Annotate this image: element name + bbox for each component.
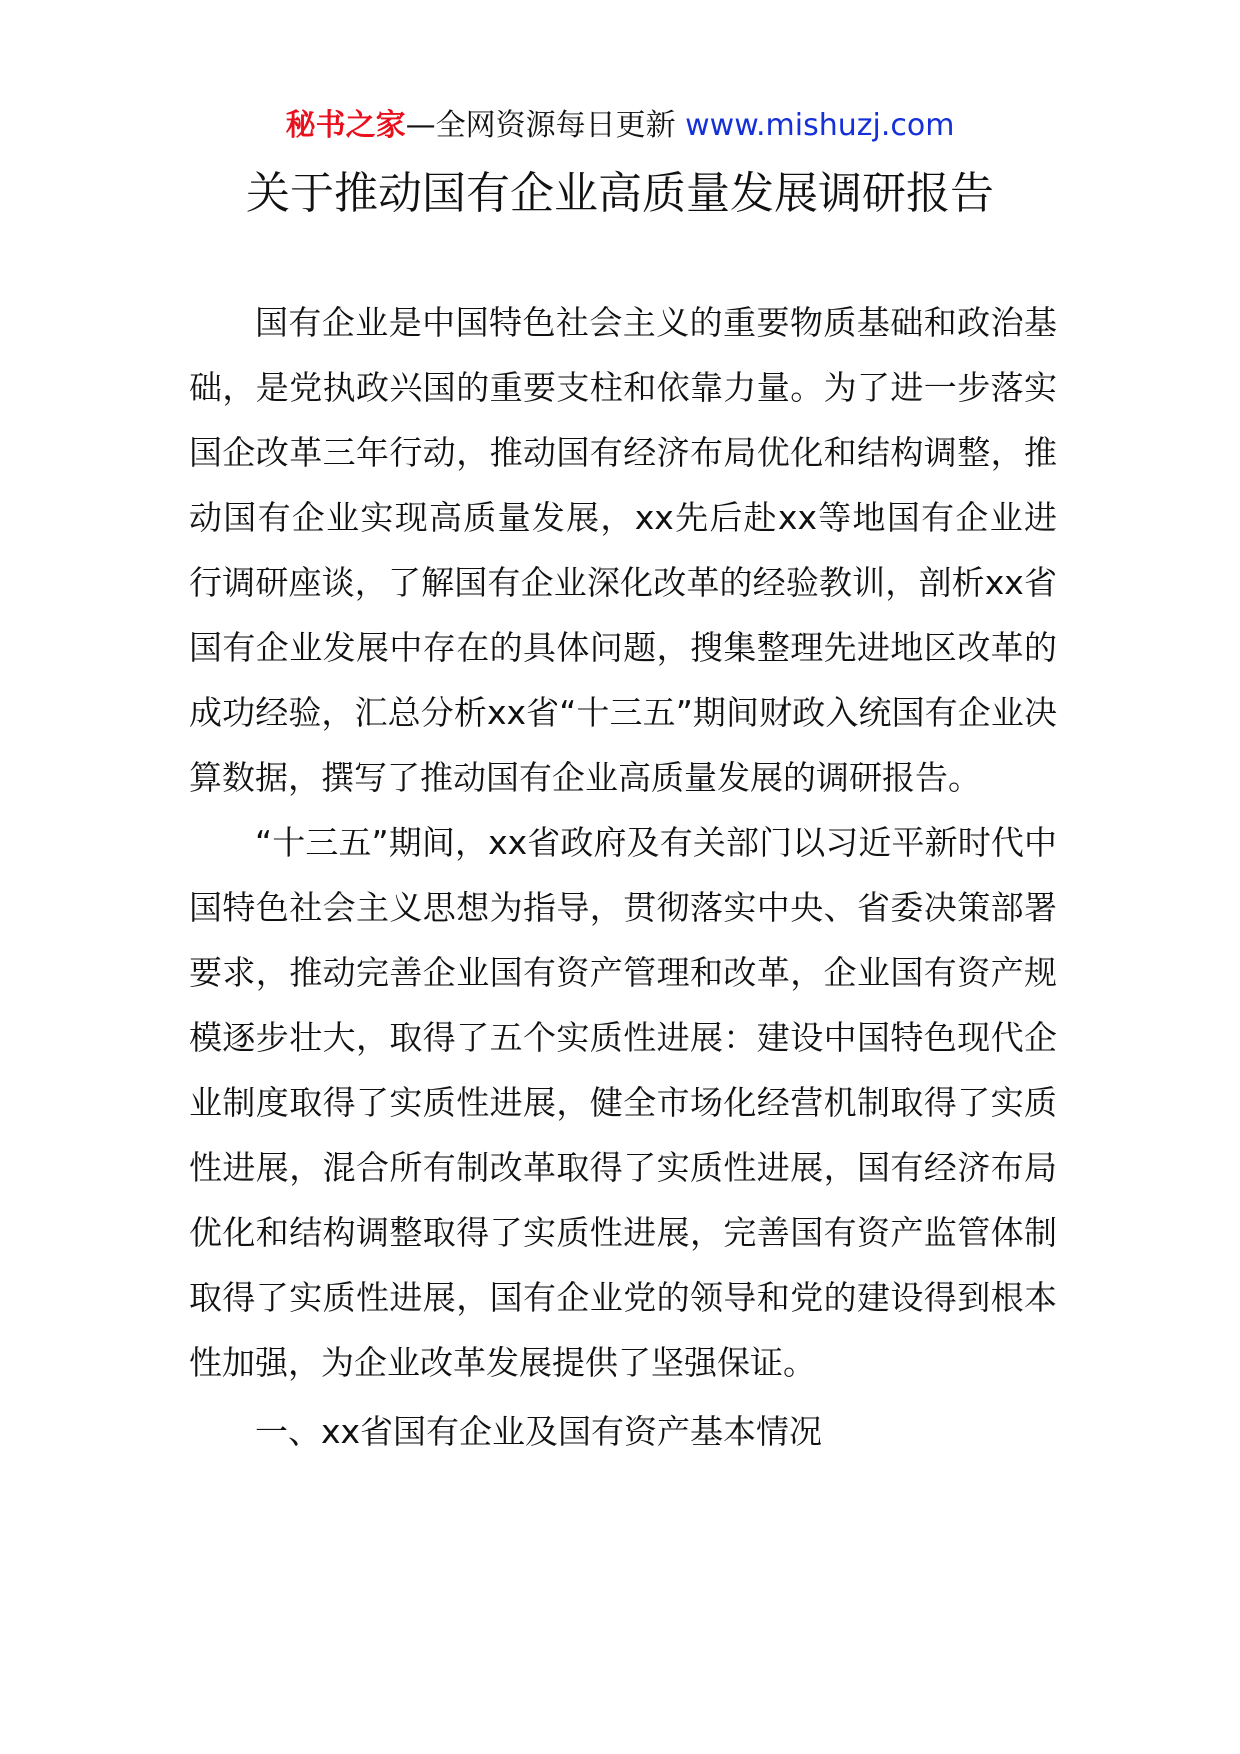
- document-title: 关于推动国有企业高质量发展调研报告: [246, 168, 994, 219]
- site-header: [0, 104, 1240, 148]
- paragraph-intro: 国有企业是中国特色社会主义的重要物质基础和政治基础，是党执政兴国的重要支柱和依靠力量。为了进一步落实国企改革三年行动，推动国有经济布局优化和结构调整，推动国有企业实现高质量发展，xx先后赴xx等地国有企业进行调研座谈，了解国有企业深化改革的经验教训，剖析xx省国有企业发展中存在的具体问题，搜集整理先进地区改革的成功经验，汇总分析xx省“十三五”期间财政入统国有企业决算数据，撰写了推动国有企业高质量发展的调研报告。: [189, 303, 1057, 797]
- site-url-link[interactable]: www.mishuzj.com: [685, 108, 955, 143]
- document-body: [189, 290, 1057, 1464]
- section-heading: 一、xx省国有企业及国有资产基本情况: [255, 1412, 823, 1451]
- brand-name: 秘书之家: [285, 108, 406, 143]
- site-slogan: —全网资源每日更新: [405, 108, 676, 143]
- paragraph-progress: “十三五”期间，xx省政府及有关部门以习近平新时代中国特色社会主义思想为指导，贯彻落实中央、省委决策部署要求，推动完善企业国有资产管理和改革，企业国有资产规模逐步壮大，取得了五个实质性进展：建设中国特色现代企业制度取得了实质性进展，健全市场化经营机制取得了实质性进展，混合所有制改革取得了实质性进展，国有经济布局优化和结构调整取得了实质性进展，完善国有资产监管体制取得了实质性进展，国有企业党的领导和党的建设得到根本性加强，为企业改革发展提供了坚强保证。: [189, 823, 1057, 1382]
